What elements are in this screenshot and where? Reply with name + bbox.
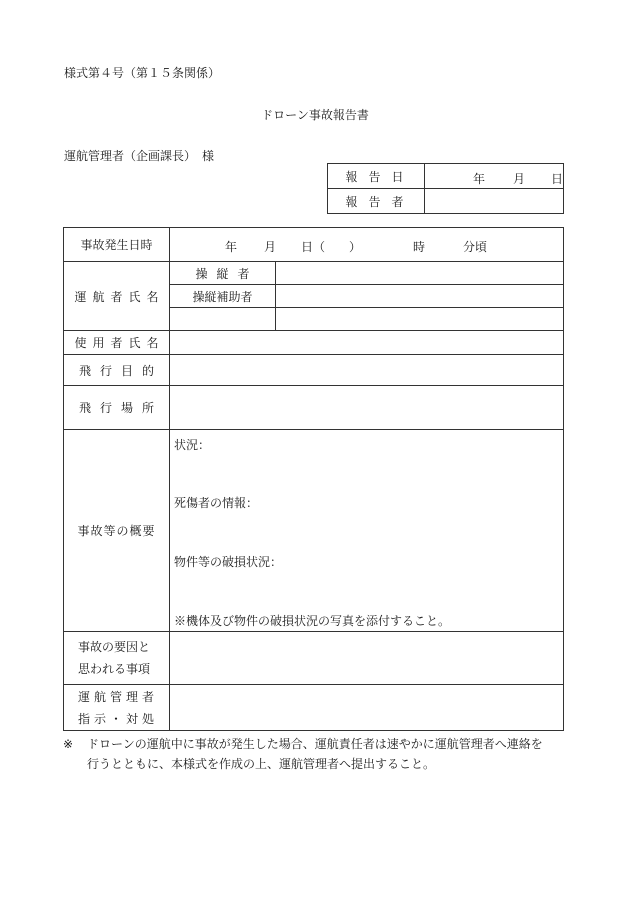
pilot-label: 操縦者 <box>170 262 276 285</box>
pilot-name-field[interactable] <box>276 262 564 285</box>
report-date-month: 月 <box>513 172 526 186</box>
accident-report-table <box>63 227 564 731</box>
flight-purpose-label: 飛行目的 <box>64 355 170 386</box>
occurrence-datetime-field[interactable] <box>170 228 564 262</box>
form-number-label: 様式第４号（第１５条関係） <box>64 66 221 80</box>
instruction-label-line2: 指示・対処 <box>78 711 159 726</box>
flight-location-field[interactable] <box>170 386 564 430</box>
occurrence-day: 日（ ） <box>301 240 362 254</box>
overview-status-label: 状況： <box>174 438 211 452</box>
occurrence-minute: 分頃 <box>463 240 488 254</box>
overview-damage-label: 物件等の破損状況： <box>174 555 283 569</box>
report-info-box <box>327 163 564 214</box>
flight-purpose-field[interactable] <box>170 355 564 386</box>
reporter-field[interactable] <box>425 189 564 214</box>
overview-photo-note: ※機体及び物件の破損状況の写真を添付すること。 <box>174 614 451 628</box>
footnote-mark: ※ <box>63 737 74 751</box>
addressee: 運航管理者（企画課長） 様 <box>64 149 215 163</box>
cause-label-line2: 思われる事項 <box>78 662 151 676</box>
instruction-label-line1: 運航管理者 <box>78 689 159 704</box>
cause-label <box>64 632 170 685</box>
footnote-line2: 行うとともに、本様式を作成の上、運航管理者へ提出すること。 <box>87 757 436 771</box>
reporter-label: 報告者 <box>328 189 425 214</box>
occurrence-hour: 時 <box>413 240 426 254</box>
assistant-label: 操縦補助者 <box>170 285 276 308</box>
instruction-label <box>64 685 170 731</box>
instruction-field[interactable] <box>170 685 564 731</box>
cause-field[interactable] <box>170 632 564 685</box>
report-date-label: 報告日 <box>328 164 425 189</box>
occurrence-year: 年 <box>225 240 238 254</box>
user-name-field[interactable] <box>170 331 564 355</box>
extra-role-field[interactable] <box>170 308 276 331</box>
overview-label: 事故等の概要 <box>64 430 170 632</box>
overview-casualty-label: 死傷者の情報： <box>174 496 259 510</box>
occurrence-month: 月 <box>264 240 277 254</box>
document-title: ドローン事故報告書 <box>261 108 369 122</box>
flight-location-label: 飛行場所 <box>64 386 170 430</box>
report-date-field[interactable] <box>425 164 564 189</box>
report-date-year: 年 <box>473 172 486 186</box>
report-date-day: 日 <box>551 172 564 186</box>
user-name-label: 使用者氏名 <box>64 331 170 355</box>
cause-label-line1: 事故の要因と <box>78 640 151 654</box>
extra-name-field[interactable] <box>276 308 564 331</box>
footnote <box>63 734 583 774</box>
overview-field[interactable] <box>170 430 564 632</box>
operator-name-label: 運航者氏名 <box>64 262 170 331</box>
assistant-name-field[interactable] <box>276 285 564 308</box>
footnote-line1: ドローンの運航中に事故が発生した場合、運航責任者は速やかに運航管理者へ連絡を <box>87 737 543 751</box>
occurrence-datetime-label: 事故発生日時 <box>64 228 170 262</box>
